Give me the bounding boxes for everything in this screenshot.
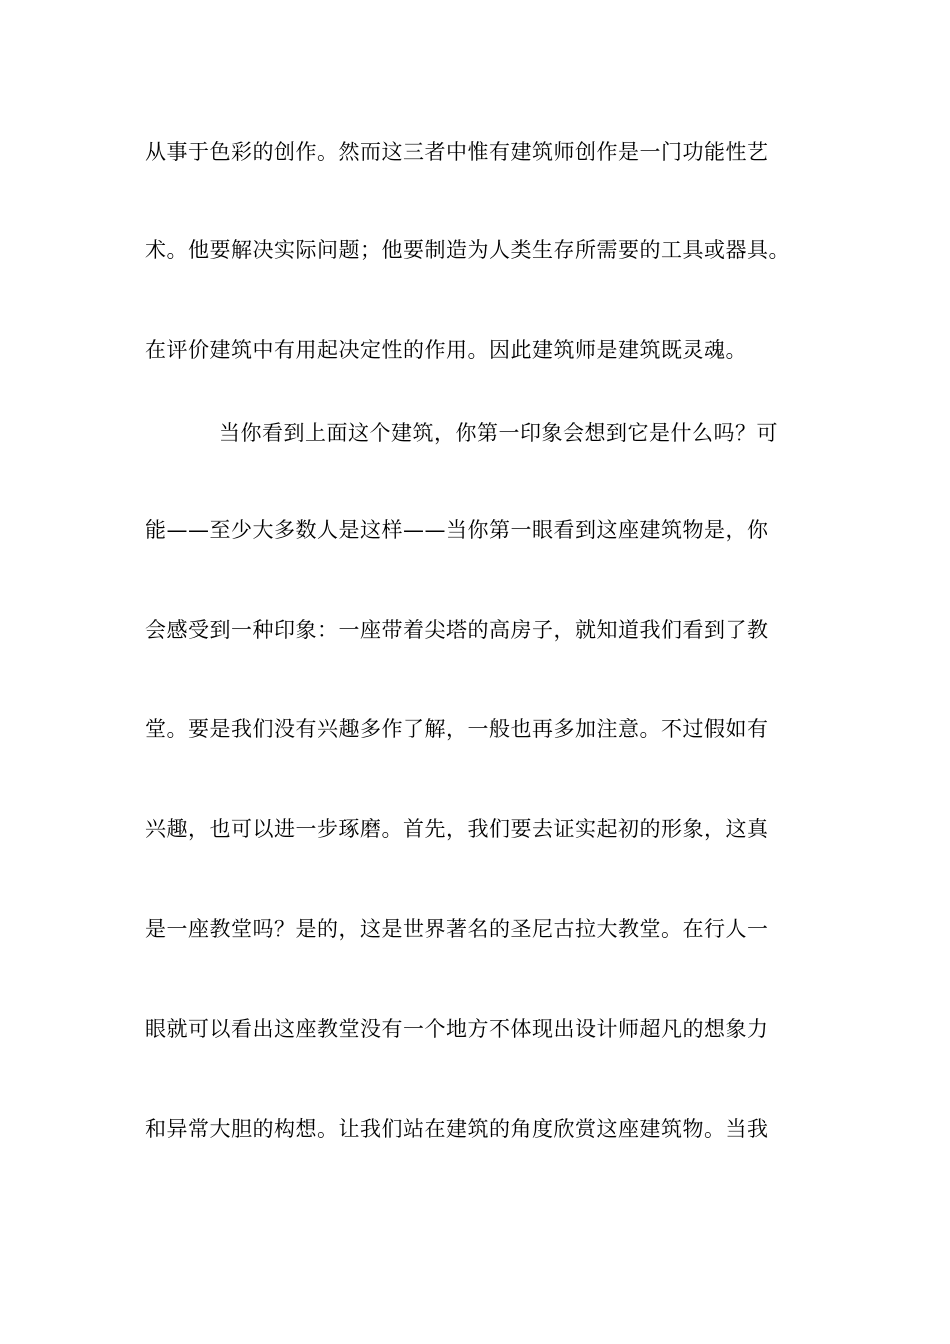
text-line-10: 眼就可以看出这座教堂没有一个地方不体现出设计师超凡的想象力	[145, 1017, 769, 1041]
text-line-3: 在评价建筑中有用起决定性的作用。因此建筑师是建筑既灵魂。	[145, 338, 747, 362]
text-line-11: 和异常大胆的构想。让我们站在建筑的角度欣赏这座建筑物。当我	[145, 1117, 769, 1141]
text-line-6: 会感受到一种印象：一座带着尖塔的高房子，就知道我们看到了教	[145, 618, 769, 642]
text-line-7: 堂。要是我们没有兴趣多作了解，一般也再多加注意。不过假如有	[145, 717, 769, 741]
text-line-5: 能——至少大多数人是这样——当你第一眼看到这座建筑物是，你	[145, 518, 769, 542]
text-line-2: 术。他要解决实际问题；他要制造为人类生存所需要的工具或器具。	[145, 238, 790, 262]
text-line-1: 从事于色彩的创作。然而这三者中惟有建筑师创作是一门功能性艺	[145, 140, 769, 164]
paragraph-start-line: 当你看到上面这个建筑，你第一印象会想到它是什么吗？可	[219, 421, 778, 445]
text-line-9: 是一座教堂吗？是的，这是世界著名的圣尼古拉大教堂。在行人一	[145, 917, 769, 941]
text-line-8: 兴趣，也可以进一步琢磨。首先，我们要去证实起初的形象，这真	[145, 817, 769, 841]
